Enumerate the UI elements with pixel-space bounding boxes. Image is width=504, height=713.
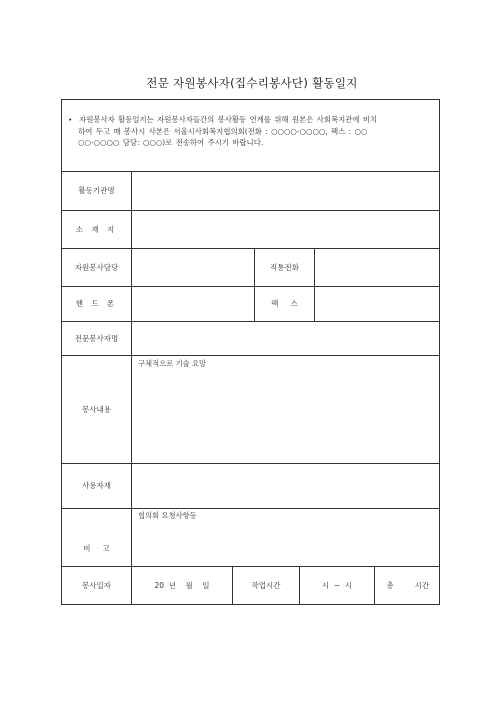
work-time-value[interactable]: 시 ~ 시 (321, 580, 353, 590)
hours-label: 시간 (414, 580, 430, 590)
date-value[interactable]: 20 년 월 일 (154, 580, 210, 590)
notice-text: • 자원봉사자 활동일지는 자원봉사자들간의 봉사활동 연계를 위해 원본은 사회복지관에 비치 하여 두고 매 봉사시 사본은 서울시사회복지협의회(전화 : ○○○○-○○○○, 팩스 : ○○ ○○-○○○○ 담당: ○○○)로 전송하여 주시기 바랍니다. (68, 115, 378, 147)
content-field[interactable] (132, 355, 439, 463)
label-manager: 자원봉사담당 (74, 262, 119, 272)
label-fax: 팩 스 (271, 299, 298, 308)
label-address: 소 재 지 (75, 224, 118, 234)
remarks-hint: 협의회 요청사항등 (138, 511, 197, 520)
label-office-phone: 직통전화 (270, 262, 299, 272)
volunteer-name-field[interactable] (132, 321, 439, 355)
label-volunteer-name: 전문봉사자명 (74, 333, 119, 343)
office-phone-field[interactable] (315, 248, 439, 286)
materials-field[interactable] (132, 463, 439, 508)
activity-log-form (61, 99, 440, 605)
address-field[interactable] (132, 210, 439, 248)
label-mobile: 핸 드 폰 (75, 299, 118, 308)
content-hint: 구체적으로 기술 요망 (138, 359, 207, 368)
label-remarks: 비 고 (83, 544, 110, 553)
remarks-field[interactable] (132, 508, 439, 566)
label-content: 봉사내용 (82, 404, 111, 414)
label-org: 활동기관명 (78, 186, 115, 195)
total-label: 총 (386, 580, 394, 590)
mobile-field[interactable] (132, 286, 254, 321)
label-work-time: 작업시간 (251, 580, 281, 590)
org-field[interactable] (132, 171, 439, 210)
fax-field[interactable] (315, 286, 439, 321)
label-materials: 사용자재 (82, 481, 111, 490)
page-title: 전문 자원봉사자(집수리봉사단) 활동일지 (146, 76, 358, 90)
label-date: 봉사일자 (82, 580, 111, 590)
manager-field[interactable] (132, 248, 254, 286)
